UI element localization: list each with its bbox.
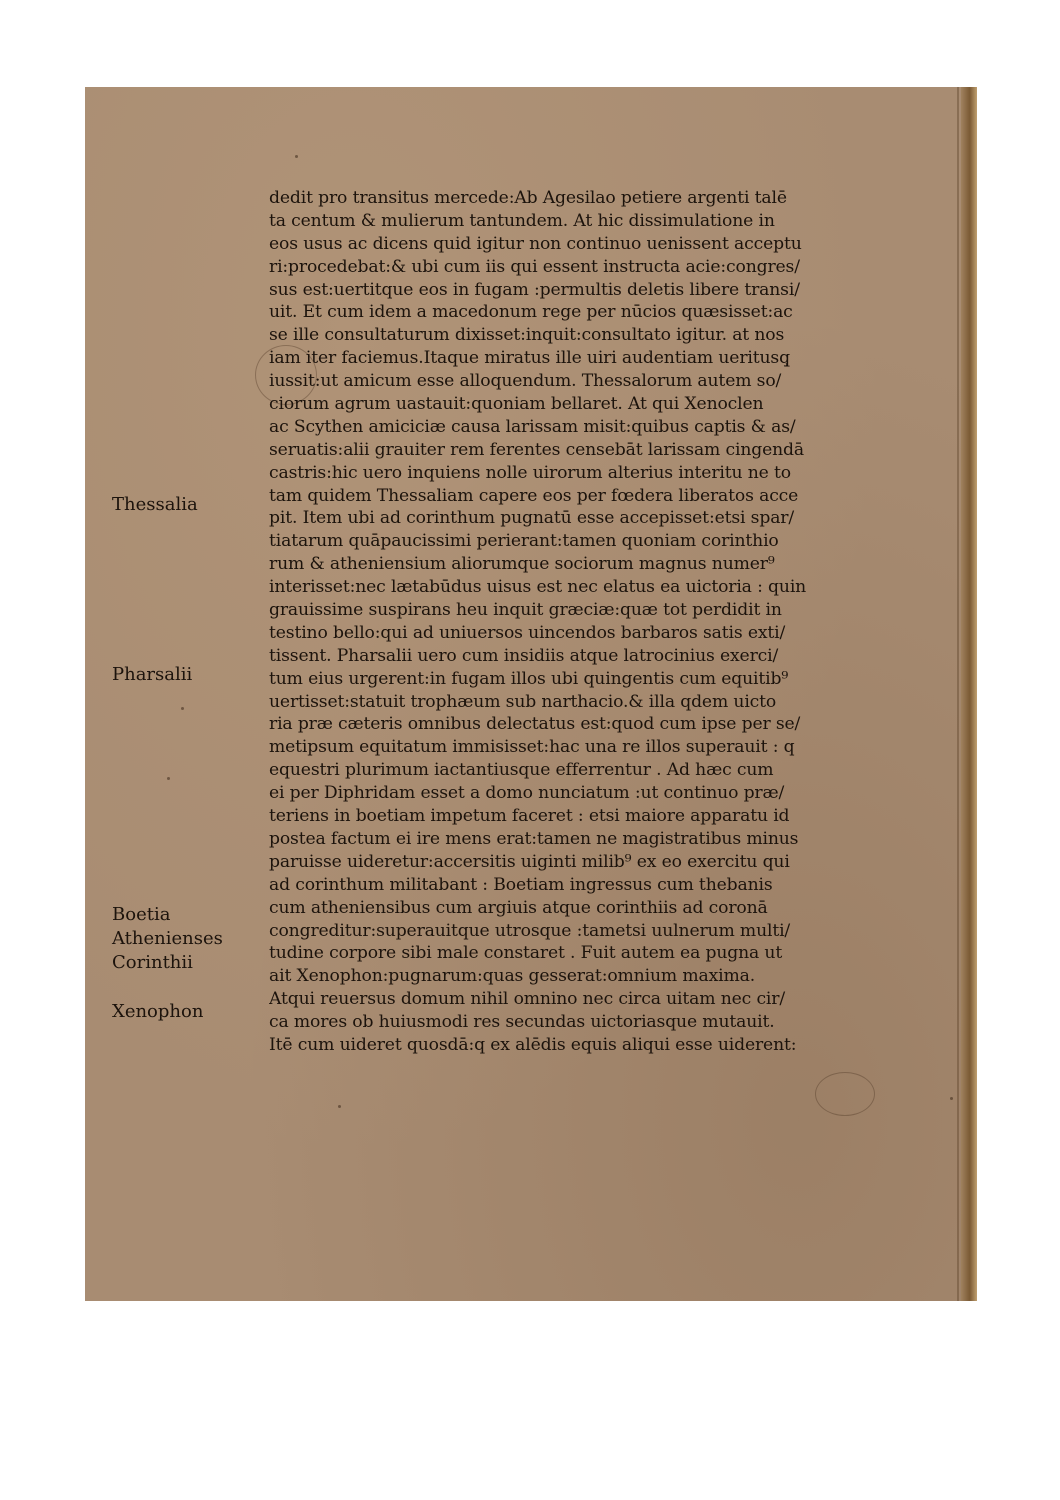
text-line: tissent. Pharsalii uero cum insidiis atque latrocinius exerci/ — [269, 645, 779, 666]
text-line: sus est:uertitque eos in fugam :permultis deletis libere transi/ — [269, 279, 800, 300]
text-line: ac Scythen amiciciæ causa larissam misit:quibus captis & as/ — [269, 416, 796, 437]
text-line: ait Xenophon:pugnarum:quas gesserat:omnium maxima. — [269, 966, 756, 987]
text-line: iussit:ut amicum esse alloquendum. Thessalorum autem so/ — [269, 371, 782, 392]
text-line: pit. Item ubi ad corinthum pugnatū esse accepisset:etsi spar/ — [269, 508, 795, 529]
paper-speck — [338, 1105, 341, 1108]
text-line: equestri plurimum iactantiusque efferrentur . Ad hæc cum — [269, 760, 774, 781]
text-line: ad corinthum militabant : Boetiam ingressus cum thebanis — [269, 874, 773, 895]
text-line: tiatarum quāpaucissimi perierant:tamen quoniam corinthio — [269, 531, 779, 552]
text-line: dedit pro transitus mercede:Ab Agesilao petiere argenti talē — [269, 188, 787, 208]
text-line: grauissime suspirans heu inquit græciæ:quæ tot perdidit in — [269, 600, 782, 621]
marginal-note-athenienses: Athenienses — [112, 928, 223, 949]
paper-speck — [950, 1097, 953, 1100]
text-line: metipsum equitatum immisisset:hac una re illos superauit : q — [269, 737, 795, 758]
text-line: uit. Et cum idem a macedonum rege per nūcios quæsisset:ac — [269, 302, 793, 323]
text-line: interisset:nec lætabūdus uisus est nec elatus ea uictoria : quin — [269, 577, 807, 598]
page-edge-shadow — [957, 87, 959, 1301]
text-line: teriens in boetiam impetum faceret : etsi maiore apparatu id — [269, 806, 790, 827]
marginal-note-xenophon: Xenophon — [112, 1001, 204, 1022]
text-line: ri:procedebat:& ubi cum iis qui essent instructa acie:congres/ — [269, 256, 800, 277]
text-line: castris:hic uero inquiens nolle uirorum alterius interitu ne to — [269, 462, 791, 483]
marginal-note-corinthii: Corinthii — [112, 952, 193, 973]
text-line: congreditur:superauitque utrosque :tametsi uulnerum multi/ — [269, 920, 791, 941]
body-text — [269, 187, 889, 1057]
stamp-mark — [815, 1072, 875, 1116]
text-line: Atqui reuersus domum nihil omnino nec circa uitam nec cir/ — [269, 989, 785, 1010]
text-line: cum atheniensibus cum argiuis atque corinthiis ad coronā — [269, 897, 768, 918]
book-page — [85, 87, 977, 1301]
text-line: tum eius urgerent:in fugam illos ubi quingentis cum equitib⁹ — [269, 668, 789, 689]
marginal-note-boetia: Boetia — [112, 904, 171, 925]
text-line: eos usus ac dicens quid igitur non continuo uenissent acceptu — [269, 233, 802, 254]
marginal-note-thessalia: Thessalia — [112, 494, 198, 515]
text-line: ei per Diphridam esset a domo nunciatum :ut continuo præ/ — [269, 783, 785, 804]
text-line: tam quidem Thessaliam capere eos per fœdera liberatos acce — [269, 485, 799, 506]
paper-speck — [181, 707, 184, 710]
paper-speck — [167, 777, 170, 780]
text-line: paruisse uideretur:accersitis uiginti milib⁹ ex eo exercitu qui — [269, 851, 790, 872]
page-edge — [961, 87, 977, 1301]
text-line: se ille consultaturum dixisset:inquit:consultato igitur. at nos — [269, 325, 785, 346]
text-line: Itē cum uideret quosdā:q ex alēdis equis aliqui esse uiderent: — [269, 1034, 797, 1055]
text-line: testino bello:qui ad uniuersos uincendos barbaros satis exti/ — [269, 622, 786, 643]
text-line: iam iter faciemus.Itaque miratus ille uiri audentiam ueritusq̧ — [269, 348, 790, 369]
text-line: uertisset:statuit trophæum sub narthacio.& illa qdem uicto — [269, 691, 777, 712]
text-line: ta centum & mulierum tantundem. At hic dissimulatione in — [269, 210, 775, 231]
text-line: ria præ cæteris omnibus delectatus est:quod cum ipse per se/ — [269, 714, 801, 735]
text-line: tudine corpore sibi male constaret . Fuit autem ea pugna ut — [269, 943, 783, 964]
text-line: ca mores ob huiusmodi res secundas uictoriasque mutauit. — [269, 1012, 775, 1033]
text-line: postea factum ei ire mens erat:tamen ne magistratibus minus — [269, 828, 799, 849]
marginal-note-pharsalii: Pharsalii — [112, 664, 193, 685]
text-line: rum & atheniensium aliorumque sociorum magnus numer⁹ — [269, 554, 775, 575]
paper-speck — [295, 155, 298, 158]
text-line: seruatis:alii grauiter rem ferentes censebāt larissam cingendā — [269, 439, 805, 460]
text-line: ciorum agrum uastauit:quoniam bellaret. At qui Xenoclen — [269, 394, 764, 415]
